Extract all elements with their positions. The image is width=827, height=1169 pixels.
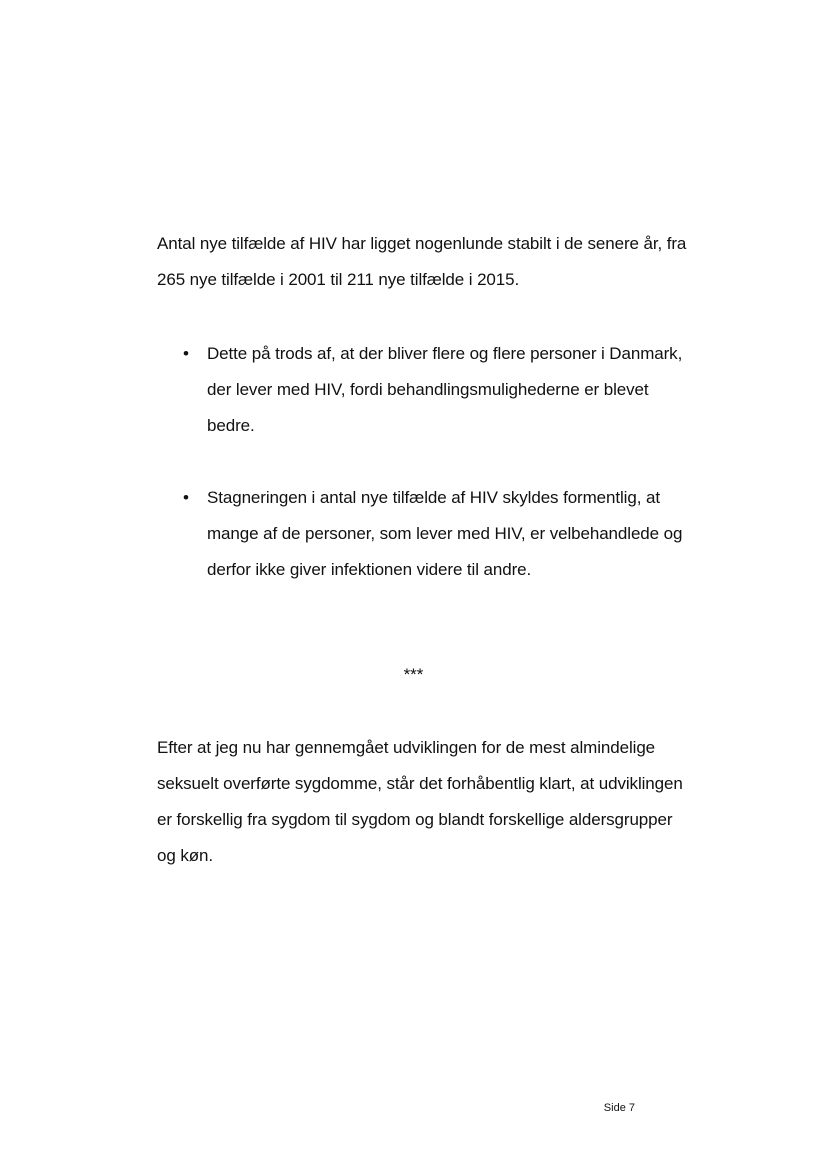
paragraph-conclusion: Efter at jeg nu har gennemgået udviklingen for de mest almindelige seksuelt overførte sygdomme, står det forhåbentlig klart, at udviklingen er forskellig fra sygdom til sygdom og blandt forskellige aldersgrupper og køn.	[157, 738, 683, 865]
page-number: Side 7	[603, 1102, 635, 1114]
bullet-text-stagnation: Stagneringen i antal nye tilfælde af HIV skyldes formentlig, at mange af de personer, som lever med HIV, er velbehandlede og derfor ikke giver infektionen videre til andre.	[207, 488, 683, 579]
bullet-text-treatment: Dette på trods af, at der bliver flere og flere personer i Danmark, der lever med HIV, fordi behandlingsmulighederne er blevet bedre.	[207, 344, 683, 435]
bullet-icon: •	[183, 488, 189, 507]
bullet-item	[183, 336, 683, 444]
paragraph-hiv-intro: Antal nye tilfælde af HIV har ligget nogenlunde stabilt i de senere år, fra 265 nye tilfælde i 2001 til 211 nye tilfælde i 2015.	[157, 234, 687, 289]
section-separator: ***	[403, 665, 424, 684]
bullet-item	[183, 480, 683, 588]
bullet-icon: •	[183, 344, 189, 363]
